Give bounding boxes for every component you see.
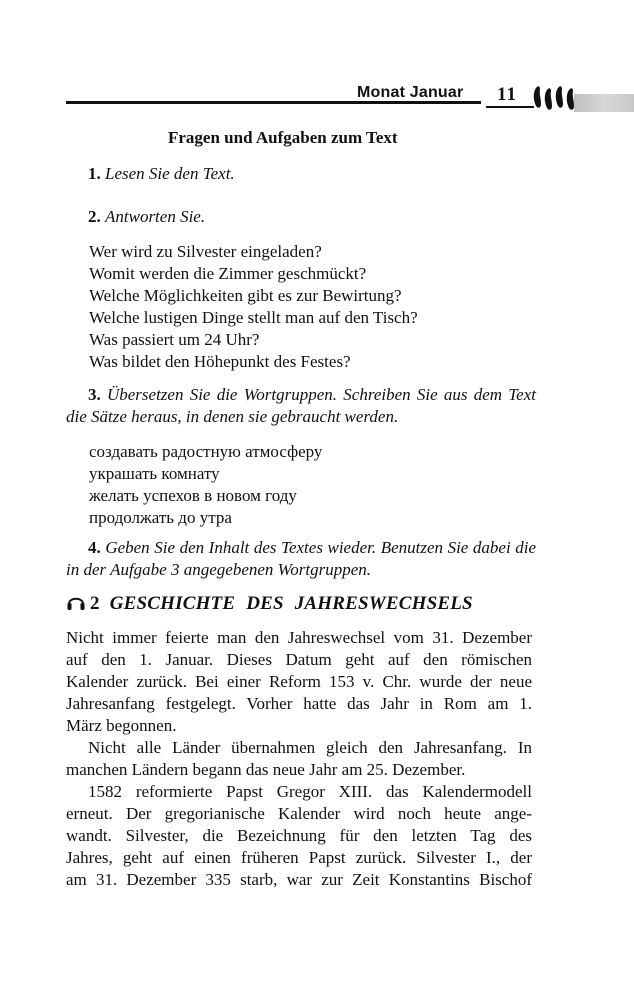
page-number-underline bbox=[486, 106, 534, 108]
text-line: auf den 1. Januar. Dieses Datum geht auf den römischen bbox=[66, 650, 532, 669]
task-number: 1. bbox=[88, 164, 101, 183]
text-line: Jahres, geht auf einen früheren Papst zurück. Silvester I., der bbox=[66, 848, 532, 867]
list-item: украшать комнату bbox=[89, 464, 220, 483]
task-instruction: Antworten Sie. bbox=[105, 207, 206, 226]
text-line: Kalender zurück. Bei einer Reform 153 v. Chr. wurde der neue bbox=[66, 672, 532, 691]
header-title: Monat Januar bbox=[357, 84, 464, 101]
task-instruction: Übersetzen Sie die Wortgruppen. Schreiben Sie aus dem Text die Sätze heraus, in denen sie gebraucht werden. bbox=[66, 385, 536, 426]
task-instruction: Lesen Sie den Text. bbox=[105, 164, 235, 183]
list-item: Womit werden die Zimmer geschmückt? bbox=[89, 264, 367, 283]
chapter-title: GESCHICHTE DES JAHRESWECHSELS bbox=[109, 593, 473, 614]
header-rule bbox=[66, 101, 481, 104]
task-2 bbox=[66, 206, 536, 228]
text-line: Nicht alle Länder übernahmen gleich den Jahresanfang. In bbox=[88, 738, 532, 757]
text-line: März begonnen. bbox=[66, 716, 177, 735]
phrase-list bbox=[89, 441, 549, 529]
list-item: Wer wird zu Silvester eingeladen? bbox=[89, 242, 322, 261]
task-number: 3. bbox=[88, 385, 101, 404]
list-item: Welche lustigen Dinge stellt man auf den Tisch? bbox=[89, 308, 418, 327]
task-4 bbox=[66, 537, 536, 581]
footprints-icon bbox=[532, 84, 576, 112]
text-line: am 31. Dezember 335 starb, war zur Zeit Konstantins Bischof bbox=[66, 870, 532, 889]
section-heading: Fragen und Aufgaben zum Text bbox=[168, 128, 398, 147]
running-header bbox=[0, 0, 634, 120]
text-line: Jahresanfang festgelegt. Vorher hatte das Jahr in Rom am 1. bbox=[66, 694, 532, 713]
list-item: Welche Möglichkeiten gibt es zur Bewirtung? bbox=[89, 286, 402, 305]
headphones-icon bbox=[66, 592, 86, 612]
list-item: создавать радостную атмосферу bbox=[89, 442, 323, 461]
text-line: Nicht immer feierte man den Jahreswechsel vom 31. Dezember bbox=[66, 628, 532, 647]
text-line: manchen Ländern begann das neue Jahr am 25. Dezember. bbox=[66, 760, 466, 779]
list-item: желать успехов в новом году bbox=[89, 486, 297, 505]
body-text bbox=[66, 627, 532, 891]
header-band bbox=[574, 94, 634, 112]
list-item: Was bildet den Höhepunkt des Festes? bbox=[89, 352, 351, 371]
text-line: 1582 reformierte Papst Gregor XIII. das Kalendermodell bbox=[88, 782, 532, 801]
list-item: продолжать до утра bbox=[89, 508, 232, 527]
task-number: 2. bbox=[88, 207, 101, 226]
task-1 bbox=[66, 163, 536, 185]
page-number: 11 bbox=[497, 84, 517, 105]
text-line: erneut. Der gregorianische Kalender wird noch heute ange- bbox=[66, 804, 532, 823]
task-instruction: Geben Sie den Inhalt des Textes wieder. Benutzen Sie dabei die in der Aufgabe 3 angegebenen Wortgruppen. bbox=[66, 538, 536, 579]
text-line: wandt. Silvester, die Bezeichnung für den letzten Tag des bbox=[66, 826, 532, 845]
task-3 bbox=[66, 384, 536, 428]
question-list bbox=[89, 241, 549, 373]
task-number: 4. bbox=[88, 538, 101, 557]
chapter-heading bbox=[66, 592, 473, 615]
chapter-number: 2 bbox=[90, 593, 100, 614]
list-item: Was passiert um 24 Uhr? bbox=[89, 330, 260, 349]
